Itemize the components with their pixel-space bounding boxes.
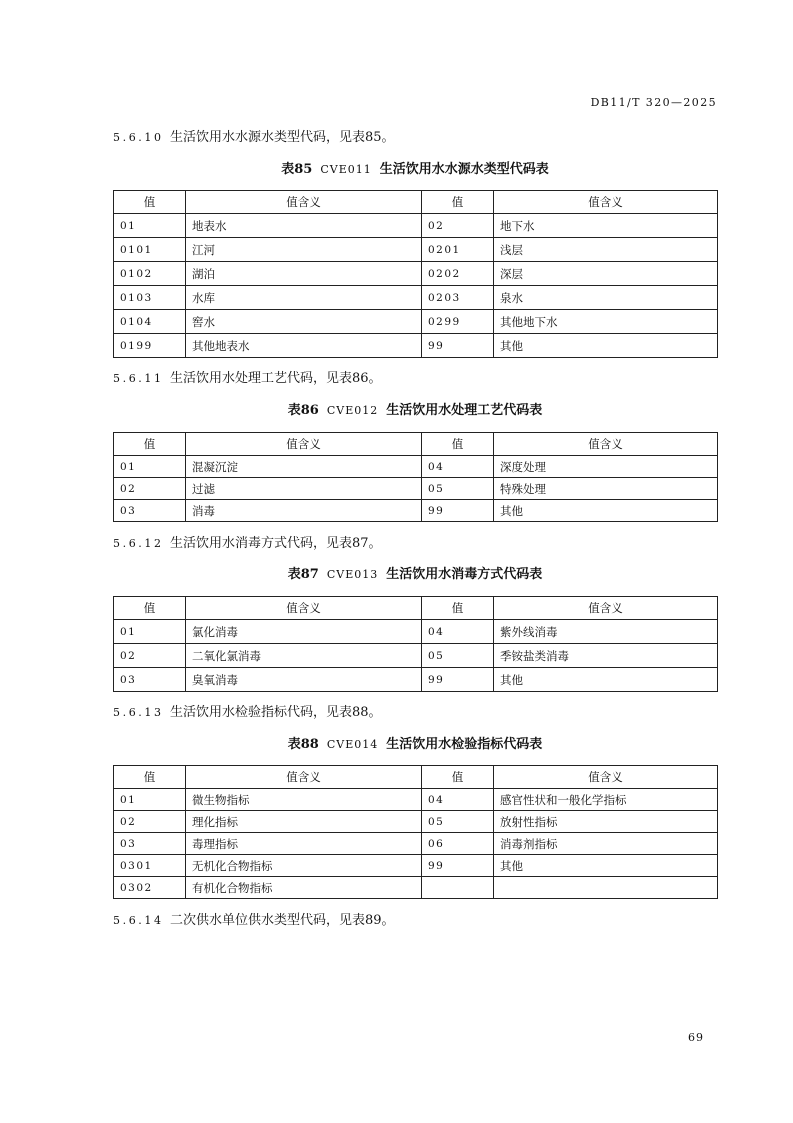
meaning-cell: 江河 (186, 238, 422, 262)
column-header: 值含义 (186, 597, 422, 620)
table-row (114, 334, 718, 358)
code-table-87 (113, 596, 718, 692)
meaning-cell: 浅层 (494, 238, 718, 262)
meaning-cell: 水库 (186, 286, 422, 310)
column-header: 值含义 (186, 191, 422, 214)
code-cell: 0301 (114, 855, 186, 877)
meaning-cell: 微生物指标 (186, 789, 422, 811)
column-header: 值 (422, 433, 494, 456)
table-title: 生活饮用水检验指标代码表 (386, 737, 543, 752)
meaning-cell: 其他 (494, 668, 718, 692)
meaning-cell: 无机化合物指标 (186, 855, 422, 877)
meaning-cell: 放射性指标 (494, 811, 718, 833)
clause-number: 5.6.11 (113, 372, 164, 385)
meaning-cell: 深层 (494, 262, 718, 286)
code-cell: 99 (422, 334, 494, 358)
table-caption (113, 162, 717, 178)
table-caption (113, 403, 717, 419)
table-title: 生活饮用水处理工艺代码表 (386, 403, 543, 418)
clause-number: 5.6.12 (113, 537, 164, 550)
column-header: 值含义 (494, 191, 718, 214)
code-cell: 01 (114, 456, 186, 478)
table-header-row (114, 597, 718, 620)
code-cell: 99 (422, 668, 494, 692)
clause-number: 5.6.13 (113, 706, 164, 719)
code-cell: 04 (422, 789, 494, 811)
code-cell: 01 (114, 789, 186, 811)
clause-paragraph (113, 371, 382, 387)
column-header: 值含义 (494, 597, 718, 620)
clause-paragraph (113, 536, 382, 552)
column-header: 值 (422, 597, 494, 620)
code-cell: 02 (114, 478, 186, 500)
table-code: CVE014 (326, 738, 379, 751)
code-cell: 0299 (422, 310, 494, 334)
clause-paragraph (113, 130, 395, 146)
meaning-cell: 其他 (494, 855, 718, 877)
column-header: 值含义 (186, 433, 422, 456)
code-cell: 05 (422, 644, 494, 668)
code-cell: 0202 (422, 262, 494, 286)
code-cell: 01 (114, 214, 186, 238)
meaning-cell (494, 877, 718, 899)
table-row (114, 310, 718, 334)
table-label: 表85 (281, 162, 313, 177)
code-cell: 05 (422, 478, 494, 500)
table-row (114, 877, 718, 899)
table-title: 生活饮用水水源水类型代码表 (379, 162, 549, 177)
code-cell: 02 (114, 644, 186, 668)
meaning-cell: 其他地下水 (494, 310, 718, 334)
column-header: 值 (114, 433, 186, 456)
column-header: 值含义 (494, 766, 718, 789)
code-cell: 04 (422, 620, 494, 644)
code-cell: 0101 (114, 238, 186, 262)
code-cell: 0103 (114, 286, 186, 310)
code-cell (422, 877, 494, 899)
table-code: CVE011 (320, 163, 372, 176)
clause-text: 生活饮用水水源水类型代码，见表85。 (170, 130, 395, 145)
meaning-cell: 泉水 (494, 286, 718, 310)
table-title: 生活饮用水消毒方式代码表 (386, 567, 543, 582)
clause-paragraph (113, 913, 395, 929)
table-row (114, 855, 718, 877)
column-header: 值 (422, 766, 494, 789)
column-header: 值含义 (494, 433, 718, 456)
clause-number: 5.6.10 (113, 131, 164, 144)
table-row (114, 456, 718, 478)
meaning-cell: 地表水 (186, 214, 422, 238)
table-row (114, 214, 718, 238)
code-cell: 02 (422, 214, 494, 238)
table-row (114, 262, 718, 286)
table-code: CVE012 (326, 404, 379, 417)
table-row (114, 500, 718, 522)
meaning-cell: 其他地表水 (186, 334, 422, 358)
table-row (114, 286, 718, 310)
table-row (114, 478, 718, 500)
table-row (114, 833, 718, 855)
column-header: 值 (114, 597, 186, 620)
table-code: CVE013 (326, 568, 379, 581)
column-header: 值 (114, 766, 186, 789)
table-row (114, 644, 718, 668)
table-row (114, 811, 718, 833)
meaning-cell: 深度处理 (494, 456, 718, 478)
code-cell: 06 (422, 833, 494, 855)
meaning-cell: 消毒剂指标 (494, 833, 718, 855)
code-cell: 0302 (114, 877, 186, 899)
code-cell: 03 (114, 500, 186, 522)
clause-text: 二次供水单位供水类型代码，见表89。 (170, 913, 395, 928)
table-header-row (114, 191, 718, 214)
code-cell: 0102 (114, 262, 186, 286)
table-label: 表86 (287, 403, 319, 418)
table-row (114, 789, 718, 811)
table-caption (113, 737, 717, 753)
code-table-86 (113, 432, 718, 522)
code-cell: 0203 (422, 286, 494, 310)
table-row (114, 238, 718, 262)
clause-number: 5.6.14 (113, 914, 164, 927)
meaning-cell: 臭氧消毒 (186, 668, 422, 692)
column-header: 值 (422, 191, 494, 214)
code-cell: 99 (422, 855, 494, 877)
page-number: 69 (688, 1031, 704, 1044)
table-label: 表88 (287, 737, 319, 752)
code-cell: 0104 (114, 310, 186, 334)
code-cell: 01 (114, 620, 186, 644)
document-code-header: DB11/T 320—2025 (590, 96, 717, 109)
clause-text: 生活饮用水处理工艺代码，见表86。 (170, 371, 382, 386)
meaning-cell: 感官性状和一般化学指标 (494, 789, 718, 811)
meaning-cell: 窖水 (186, 310, 422, 334)
meaning-cell: 理化指标 (186, 811, 422, 833)
meaning-cell: 有机化合物指标 (186, 877, 422, 899)
meaning-cell: 其他 (494, 500, 718, 522)
meaning-cell: 其他 (494, 334, 718, 358)
table-header-row (114, 433, 718, 456)
meaning-cell: 湖泊 (186, 262, 422, 286)
meaning-cell: 过滤 (186, 478, 422, 500)
meaning-cell: 毒理指标 (186, 833, 422, 855)
code-table-85 (113, 190, 718, 358)
table-row (114, 668, 718, 692)
meaning-cell: 消毒 (186, 500, 422, 522)
table-caption (113, 567, 717, 583)
table-label: 表87 (287, 567, 319, 582)
code-cell: 99 (422, 500, 494, 522)
meaning-cell: 紫外线消毒 (494, 620, 718, 644)
code-cell: 05 (422, 811, 494, 833)
code-cell: 0201 (422, 238, 494, 262)
code-cell: 03 (114, 833, 186, 855)
column-header: 值 (114, 191, 186, 214)
meaning-cell: 氯化消毒 (186, 620, 422, 644)
clause-paragraph (113, 705, 382, 721)
code-table-88 (113, 765, 718, 899)
code-cell: 03 (114, 668, 186, 692)
meaning-cell: 混凝沉淀 (186, 456, 422, 478)
clause-text: 生活饮用水检验指标代码，见表88。 (170, 705, 382, 720)
code-cell: 0199 (114, 334, 186, 358)
meaning-cell: 季铵盐类消毒 (494, 644, 718, 668)
meaning-cell: 二氧化氯消毒 (186, 644, 422, 668)
table-header-row (114, 766, 718, 789)
table-row (114, 620, 718, 644)
clause-text: 生活饮用水消毒方式代码，见表87。 (170, 536, 382, 551)
meaning-cell: 特殊处理 (494, 478, 718, 500)
column-header: 值含义 (186, 766, 422, 789)
code-cell: 02 (114, 811, 186, 833)
code-cell: 04 (422, 456, 494, 478)
meaning-cell: 地下水 (494, 214, 718, 238)
